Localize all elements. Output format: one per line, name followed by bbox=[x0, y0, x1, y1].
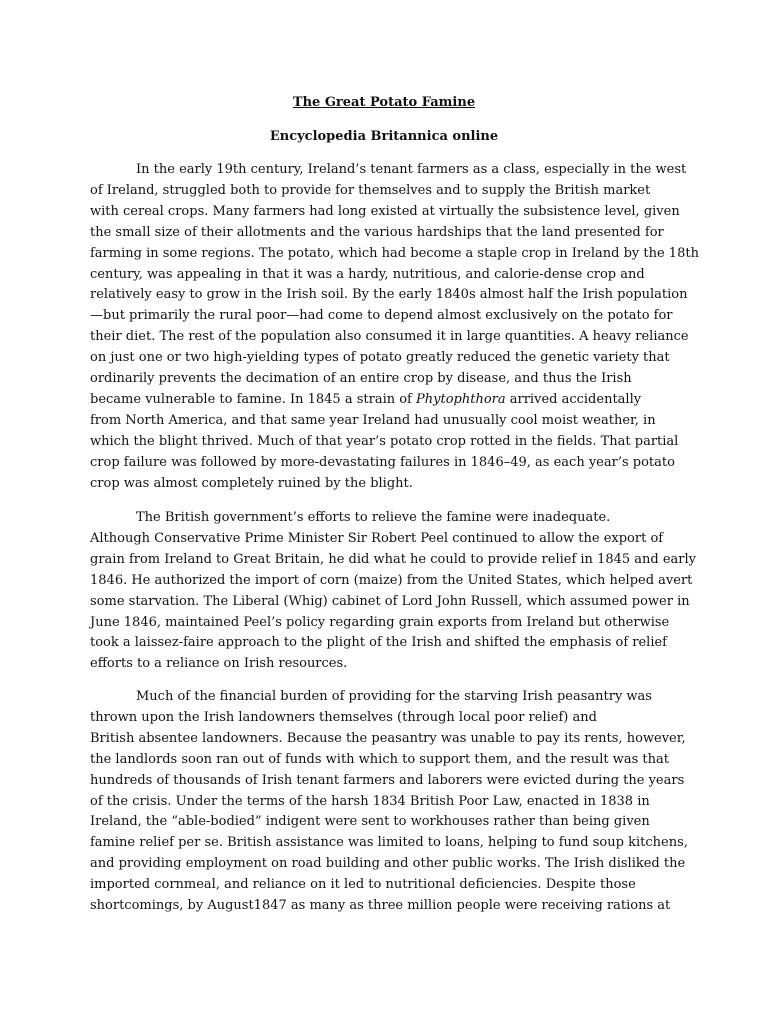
paragraph-line: farming in some regions. The potato, which had become a staple crop in Ireland by the 18th bbox=[90, 245, 699, 261]
paragraph-line: —but primarily the rural poor—had come to depend almost exclusively on the potato for bbox=[90, 308, 673, 324]
paragraph-line: century, was appealing in that it was a hardy, nutritious, and calorie-dense crop and bbox=[90, 266, 645, 282]
paragraph-line: and providing employment on road building and other public works. The Irish disliked the bbox=[90, 856, 686, 872]
paragraph-line: grain from Ireland to Great Britain, he did what he could to provide relief in 1845 and early bbox=[90, 551, 697, 567]
document-title: The Great Potato Famine bbox=[292, 95, 476, 110]
paragraph-3 bbox=[90, 687, 690, 917]
paragraph-line: British absentee landowners. Because the peasantry was unable to pay its rents, however, bbox=[90, 730, 686, 746]
paragraph-line: Although Conservative Prime Minister Sir Robert Peel continued to allow the export of bbox=[90, 530, 664, 546]
paragraph-line: of the crisis. Under the terms of the harsh 1834 British Poor Law, enacted in 1838 in bbox=[90, 793, 650, 809]
paragraph-line: imported cornmeal, and reliance on it led to nutritional deficiencies. Despite those bbox=[90, 877, 636, 893]
paragraph-line: the landlords soon ran out of funds with which to support them, and the result was that bbox=[90, 751, 669, 767]
paragraph-line: of Ireland, struggled both to provide for themselves and to supply the British market bbox=[90, 182, 651, 198]
paragraph-line: the small size of their allotments and the various hardships that the land presented for bbox=[90, 224, 664, 240]
italic-term: Phytophthora bbox=[416, 391, 506, 407]
paragraph-line: June 1846, maintained Peel’s policy regarding grain exports from Ireland but otherwise bbox=[90, 614, 670, 630]
paragraph-line: some starvation. The Liberal (Whig) cabinet of Lord John Russell, which assumed power in bbox=[90, 593, 690, 609]
paragraph-line bbox=[90, 390, 690, 411]
paragraph-line: The British government’s efforts to relieve the famine were inadequate. bbox=[136, 510, 611, 525]
paragraph-line-text: became vulnerable to famine. In 1845 a strain of bbox=[90, 391, 417, 407]
paragraph-2 bbox=[90, 508, 697, 675]
paragraph-line: their diet. The rest of the population also consumed it in large quantities. A heavy reliance bbox=[90, 329, 689, 345]
paragraph-line: Much of the financial burden of providing for the starving Irish peasantry was bbox=[136, 689, 652, 704]
paragraph-1 bbox=[90, 160, 699, 495]
paragraph-line: ordinarily prevents the decimation of an entire crop by disease, and thus the Irish bbox=[90, 371, 632, 387]
paragraph-line-text: arrived accidentally bbox=[505, 391, 642, 407]
paragraph-line: on just one or two high-yielding types of potato greatly reduced the genetic variety that bbox=[90, 350, 670, 366]
document-source: Encyclopedia Britannica online bbox=[269, 129, 499, 144]
paragraph-line: In the early 19th century, Ireland’s tenant farmers as a class, especially in the west bbox=[136, 162, 687, 177]
paragraph-line: from North America, and that same year Ireland had unusually cool moist weather, in bbox=[90, 412, 656, 428]
paragraph-line: took a laissez-faire approach to the plight of the Irish and shifted the emphasis of relief bbox=[90, 635, 667, 651]
paragraph-line: relatively easy to grow in the Irish soil. By the early 1840s almost half the Irish population bbox=[90, 287, 688, 303]
paragraph-line: 1846. He authorized the import of corn (maize) from the United States, which helped avert bbox=[90, 572, 693, 588]
paragraph-line: which the blight thrived. Much of that year’s potato crop rotted in the fields. That partial bbox=[90, 433, 679, 449]
paragraph-line: famine relief per se. British assistance was limited to loans, helping to fund soup kitchens, bbox=[90, 835, 688, 851]
paragraph-line: hundreds of thousands of Irish tenant farmers and laborers were evicted during the years bbox=[90, 772, 685, 788]
paragraph-line: crop failure was followed by more-devastating failures in 1846–49, as each year’s potato bbox=[90, 454, 675, 470]
paragraph-line: crop was almost completely ruined by the blight. bbox=[90, 475, 413, 491]
paragraph-line: Ireland, the “able-bodied” indigent were sent to workhouses rather than being given bbox=[90, 814, 650, 830]
paragraph-line: efforts to a reliance on Irish resources. bbox=[90, 656, 348, 672]
paragraph-line: thrown upon the Irish landowners themselves (through local poor relief) and bbox=[90, 709, 597, 725]
paragraph-line: shortcomings, by August1847 as many as three million people were receiving rations at bbox=[90, 898, 671, 914]
paragraph-line: with cereal crops. Many farmers had long existed at virtually the subsistence level, given bbox=[90, 203, 680, 219]
